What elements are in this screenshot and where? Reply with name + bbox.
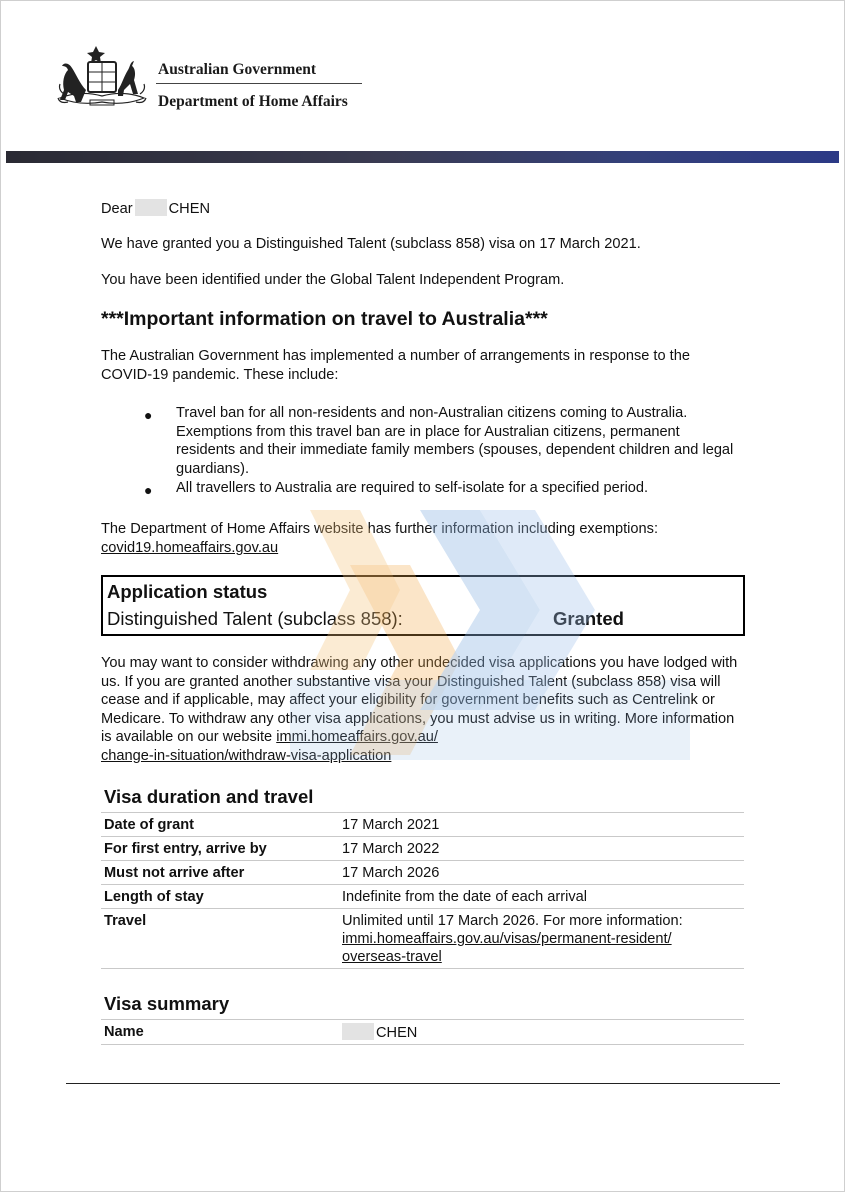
row-key: Must not arrive after	[101, 861, 339, 885]
list-item	[101, 479, 741, 498]
summary-surname: CHEN	[376, 1025, 418, 1041]
table-row	[101, 837, 744, 861]
application-status-box	[101, 575, 745, 636]
travel-link-part2[interactable]: overseas-travel	[342, 949, 442, 965]
covid-bullet-list	[101, 404, 741, 498]
table-row	[101, 861, 744, 885]
row-key: Travel	[101, 909, 339, 969]
header-banner	[6, 151, 839, 163]
salutation-surname: CHEN	[168, 201, 210, 217]
visa-duration-heading: Visa duration and travel	[104, 786, 314, 807]
table-row	[101, 909, 744, 969]
application-status-title: Application status	[107, 581, 268, 602]
table-row	[101, 813, 744, 837]
row-value: 17 March 2021	[339, 813, 744, 837]
row-value: 17 March 2026	[339, 861, 744, 885]
grant-sentence: We have granted you a Distinguished Talent (subclass 858) visa on 17 March 2021.	[101, 236, 641, 252]
table-row	[101, 885, 744, 909]
bullet-icon: ●	[144, 407, 153, 423]
withdraw-link-part2[interactable]: change-in-situation/withdraw-visa-application	[101, 747, 392, 764]
application-status-value: Granted	[553, 608, 624, 629]
row-value	[339, 1020, 744, 1045]
redacted-given-name	[135, 199, 167, 216]
withdraw-link-part1[interactable]: immi.homeaffairs.gov.au/	[276, 729, 438, 745]
row-key: Length of stay	[101, 885, 339, 909]
salutation-dear: Dear	[101, 201, 133, 217]
application-status-label: Distinguished Talent (subclass 858):	[107, 608, 403, 629]
redacted-given-name	[342, 1023, 374, 1040]
footer-divider	[66, 1083, 780, 1084]
withdraw-paragraph	[101, 654, 741, 765]
row-key: For first entry, arrive by	[101, 837, 339, 861]
website-sentence: The Department of Home Affairs website has further information including exemptions:	[101, 521, 658, 537]
covid-website-link[interactable]: covid19.homeaffairs.gov.au	[101, 540, 279, 556]
withdraw-text: You may want to consider withdrawing any other undecided visa applications you have lodged with us. If you are granted another substantive visa your Distinguished Talent (subclass 858) visa will cease and if applicable, may affect your eligibility for government benefits such as Centrelink or Medicare. To withdraw any other visa applications, you must advise us in writing. More information is available on our website	[101, 655, 738, 745]
government-name: Australian Government	[158, 61, 317, 78]
covid-intro: The Australian Government has implemented a number of arrangements in response to the COVID-19 pandemic. These include:	[101, 348, 690, 383]
list-item	[101, 404, 741, 478]
bullet-text: All travellers to Australia are required to self-isolate for a specified period.	[176, 480, 649, 496]
row-key: Name	[101, 1020, 339, 1045]
visa-summary-table	[101, 1019, 744, 1045]
row-value: Indefinite from the date of each arrival	[339, 885, 744, 909]
row-value	[339, 909, 744, 969]
important-heading: ***Important information on travel to Australia***	[101, 308, 548, 330]
travel-link-part1[interactable]: immi.homeaffairs.gov.au/visas/permanent-resident/	[342, 931, 672, 947]
coat-of-arms-icon	[54, 42, 150, 112]
bullet-text: Travel ban for all non-residents and non-Australian citizens coming to Australia. Exemptions from this travel ban are in place for Australian citizens, permanent residents and their immediate family members (spouses, dependent children and legal guardians).	[176, 405, 734, 477]
visa-summary-heading: Visa summary	[104, 993, 230, 1014]
row-value: 17 March 2022	[339, 837, 744, 861]
header-divider	[156, 83, 362, 84]
visa-duration-table	[101, 812, 744, 969]
travel-text: Unlimited until 17 March 2026. For more information:	[342, 913, 683, 929]
salutation	[101, 199, 210, 219]
department-name: Department of Home Affairs	[158, 93, 348, 110]
program-sentence: You have been identified under the Global Talent Independent Program.	[101, 272, 565, 288]
row-key: Date of grant	[101, 813, 339, 837]
table-row	[101, 1020, 744, 1045]
bullet-icon: ●	[144, 482, 153, 498]
